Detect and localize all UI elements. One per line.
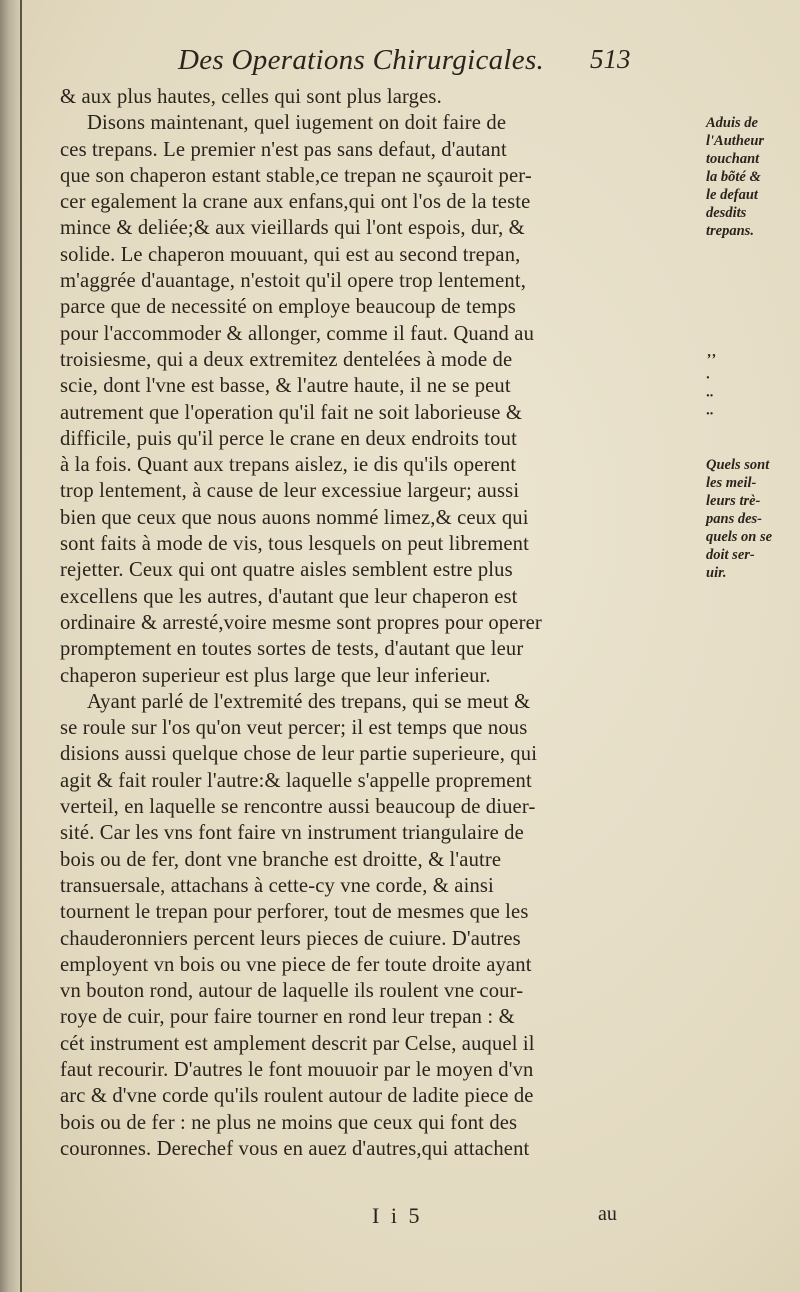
text-line: rejetter. Ceux qui ont quatre aisles semblent estre plus — [60, 559, 513, 582]
page-number: 513 — [590, 44, 631, 74]
margin-note-line: ʼʼ — [706, 352, 716, 368]
text-line: bois ou de fer : ne plus ne moins que ceux qui font des — [60, 1111, 518, 1134]
margin-note-line: doit ser- — [706, 547, 755, 564]
margin-note-line: ·· — [706, 388, 714, 404]
text-line: bois ou de fer, dont vne branche est droitte, & l'autre — [60, 848, 502, 871]
text-line: excellens que les autres, d'autant que leur chaperon est — [60, 585, 518, 608]
text-line: Disons maintenant, quel iugement on doit faire de — [87, 112, 507, 135]
text-line: pour l'accommoder & allonger, comme il faut. Quand au — [60, 322, 535, 345]
text-line: solide. Le chaperon mouuant, qui est au second trepan, — [60, 243, 521, 266]
text-line: que son chaperon estant stable,ce trepan ne sçauroit per- — [60, 164, 532, 187]
text-line: chaperon superieur est plus large que leur inferieur. — [60, 664, 491, 687]
margin-note-line: leurs trè- — [706, 493, 761, 510]
text-line: sont faits à mode de vis, tous lesquels on peut librement — [60, 533, 529, 556]
margin-note-line: le defaut — [706, 187, 758, 204]
text-line: employent vn bois ou vne piece de fer toute droite ayant — [60, 953, 532, 976]
margin-note-line: Quels sont — [706, 457, 770, 474]
text-line: transuersale, attachans à cette-cy vne corde, & ainsi — [60, 874, 494, 897]
text-line: troisiesme, qui a deux extremitez dentelées à mode de — [60, 348, 513, 371]
margin-note — [706, 351, 800, 423]
margin-note — [706, 456, 800, 582]
page-footer — [60, 1203, 640, 1233]
margin-note-line: pans des- — [706, 511, 762, 528]
binding-line — [20, 0, 22, 1292]
text-line: scie, dont l'vne est basse, & l'autre haute, il ne se peut — [60, 375, 511, 398]
text-line: arc & d'vne corde qu'ils roulent autour de ladite piece de — [60, 1085, 534, 1108]
margin-note-line: · — [706, 370, 710, 386]
margin-note — [706, 114, 800, 240]
text-line: autrement que l'operation qu'il fait ne soit laborieuse & — [60, 401, 523, 424]
text-line: parce que de necessité on employe beaucoup de temps — [60, 296, 516, 319]
text-line: agit & fait rouler l'autre:& laquelle s'appelle proprement — [60, 769, 532, 792]
text-line: promptement en toutes sortes de tests, d'autant que leur — [60, 638, 524, 661]
text-line: m'aggrée d'auantage, n'estoit qu'il opere trop lentement, — [60, 270, 526, 293]
text-line: trop lentement, à cause de leur excessiue largeur; aussi — [60, 480, 520, 503]
main-text-block — [60, 84, 773, 1162]
text-line: ordinaire & arresté,voire mesme sont propres pour operer — [60, 611, 542, 634]
text-line: sité. Car les vns font faire vn instrument triangulaire de — [60, 822, 524, 845]
margin-note-line: la bõté & — [706, 169, 761, 186]
text-line: vn bouton rond, autour de laquelle ils roulent vne cour- — [60, 980, 524, 1003]
margin-note-line: l'Autheur — [706, 133, 765, 150]
text-line: & aux plus hautes, celles qui sont plus larges. — [60, 86, 442, 108]
margin-note-line: quels on se — [706, 529, 773, 546]
text-line: cer egalement la crane aux enfans,qui ont l'os de la teste — [60, 191, 531, 214]
page-binding-edge — [0, 0, 22, 1292]
running-title: Des Operations Chirurgicales. — [178, 44, 545, 76]
text-line: difficile, puis qu'il perce le crane en deux endroits tout — [60, 427, 517, 450]
text-line: faut recourir. D'autres le font mouuoir par le moyen d'vn — [60, 1058, 534, 1081]
text-line: mince & deliée;& aux vieillards qui l'ont espois, dur, & — [60, 217, 525, 240]
margin-note-line: uir. — [706, 565, 727, 582]
text-line: verteil, en laquelle se rencontre aussi beaucoup de diuer- — [60, 796, 536, 819]
text-line: se roule sur l'os qu'on veut percer; il est temps que nous — [60, 717, 528, 740]
margin-note-line: Aduis de — [706, 115, 758, 132]
text-line: tournent le trepan pour perforer, tout de mesmes que les — [60, 901, 529, 924]
text-line: chauderonniers percent leurs pieces de cuiure. D'autres — [60, 927, 521, 950]
catchword: au — [598, 1203, 617, 1225]
margin-note-line: ·· — [706, 406, 714, 422]
text-line: ces trepans. Le premier n'est pas sans defaut, d'autant — [60, 138, 507, 161]
text-line: bien que ceux que nous auons nommé limez,& ceux qui — [60, 506, 529, 529]
running-header — [178, 44, 658, 84]
margin-note-line: trepans. — [706, 223, 754, 240]
text-line: disions aussi quelque chose de leur partie superieure, qui — [60, 743, 538, 766]
text-line: roye de cuir, pour faire tourner en rond leur trepan : & — [60, 1006, 515, 1029]
margin-note-line: touchant — [706, 151, 760, 168]
text-line: cét instrument est amplement descrit par Celse, auquel il — [60, 1032, 535, 1055]
text-line: couronnes. Derechef vous en auez d'autres,qui attachent — [60, 1137, 530, 1160]
text-line: Ayant parlé de l'extremité des trepans, qui se meut & — [87, 690, 531, 713]
text-line: à la fois. Quant aux trepans aislez, ie dis qu'ils operent — [60, 454, 517, 477]
margin-note-line: les meil- — [706, 475, 757, 492]
signature-mark: I i 5 — [372, 1203, 423, 1228]
margin-note-line: desdits — [706, 205, 747, 222]
